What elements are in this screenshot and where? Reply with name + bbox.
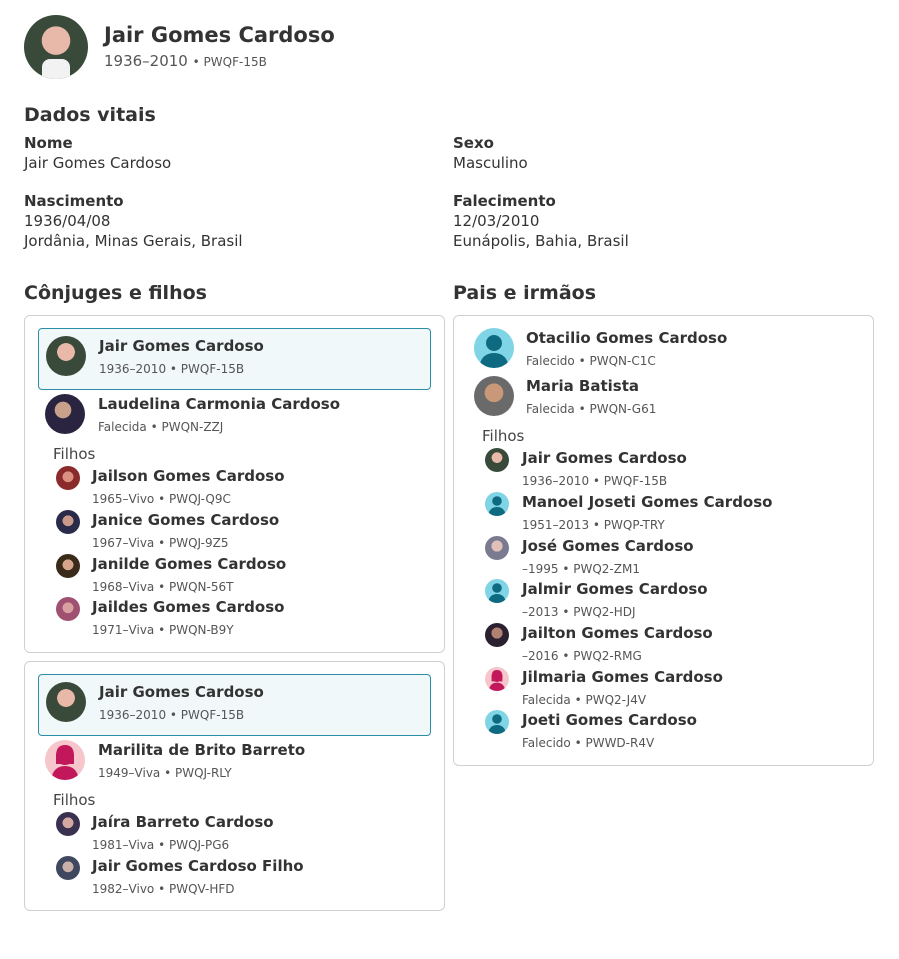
person-meta: 1951–2013 • PWQP-TRY	[522, 518, 665, 532]
avatar	[56, 812, 80, 836]
person-row[interactable]	[485, 536, 694, 577]
person-meta: Falecida • PWQN-G61	[526, 402, 657, 416]
person-meta: 1967–Viva • PWQJ-9Z5	[92, 536, 229, 550]
person-meta: 1971–Viva • PWQN-B9Y	[92, 623, 234, 637]
person-row[interactable]	[485, 579, 708, 620]
avatar	[56, 466, 80, 490]
person-meta: –2013 • PWQ2-HDJ	[522, 605, 636, 619]
person-name[interactable]: Jaíra Barreto Cardoso	[92, 813, 274, 831]
parents-card	[453, 315, 874, 766]
person-name[interactable]: Jair Gomes Cardoso	[99, 337, 264, 355]
person-row[interactable]	[485, 710, 697, 751]
person-row[interactable]	[56, 597, 284, 638]
vital-value: 12/03/2010	[453, 212, 540, 230]
person-row[interactable]	[485, 667, 723, 708]
person-name[interactable]: Jair Gomes Cardoso	[522, 449, 687, 467]
person-meta: 1981–Viva • PWQJ-PG6	[92, 838, 230, 852]
avatar	[46, 336, 86, 376]
person-row[interactable]	[56, 466, 285, 507]
person-meta: 1982–Vivo • PWQV-HFD	[92, 882, 235, 896]
person-summary: 1936–2010 • PWQF-15B	[104, 52, 267, 70]
lifespan: 1936–2010	[104, 52, 188, 70]
person-row[interactable]	[474, 328, 727, 369]
person-row[interactable]	[56, 554, 286, 595]
person-name[interactable]: Jair Gomes Cardoso Filho	[92, 857, 304, 875]
person-id: PWQF-15B	[203, 55, 267, 69]
avatar	[485, 448, 509, 472]
avatar	[56, 856, 80, 880]
family-card	[24, 315, 445, 653]
person-name[interactable]: Marilita de Brito Barreto	[98, 741, 306, 759]
avatar	[485, 536, 509, 560]
children-label: Filhos	[53, 791, 96, 809]
vital-label: Nome	[24, 134, 73, 152]
male-silhouette-icon	[485, 579, 509, 603]
person-name[interactable]: Janilde Gomes Cardoso	[92, 555, 287, 573]
vital-label: Nascimento	[24, 192, 124, 210]
person-header	[24, 15, 335, 79]
person-name[interactable]: Jaildes Gomes Cardoso	[92, 598, 285, 616]
person-meta: 1936–2010 • PWQF-15B	[99, 362, 245, 376]
avatar	[46, 682, 86, 722]
person-name[interactable]: José Gomes Cardoso	[522, 537, 694, 555]
children-label: Filhos	[482, 427, 525, 445]
person-name[interactable]: Jair Gomes Cardoso	[99, 683, 264, 701]
person-meta: Falecida • PWQN-ZZJ	[98, 420, 224, 434]
person-row[interactable]	[485, 492, 772, 533]
family-card	[24, 661, 445, 911]
parents-title: Pais e irmãos	[453, 282, 597, 304]
vital-birth	[24, 191, 243, 251]
person-name[interactable]: Joeti Gomes Cardoso	[522, 711, 697, 729]
vitals-title: Dados vitais	[24, 104, 156, 126]
person-row[interactable]	[56, 510, 279, 551]
person-row[interactable]	[46, 336, 264, 377]
page-title: Jair Gomes Cardoso	[104, 23, 335, 47]
person-row[interactable]	[56, 812, 274, 853]
person-meta: Falecido • PWWD-R4V	[522, 736, 655, 750]
person-meta: –1995 • PWQ2-ZM1	[522, 562, 640, 576]
vital-label: Sexo	[453, 134, 494, 152]
vital-name	[24, 133, 171, 173]
person-name[interactable]: Jilmaria Gomes Cardoso	[522, 668, 723, 686]
person-meta: 1936–2010 • PWQF-15B	[522, 474, 668, 488]
person-name[interactable]: Jailton Gomes Cardoso	[522, 624, 713, 642]
person-name[interactable]: Janice Gomes Cardoso	[92, 511, 280, 529]
avatar	[56, 597, 80, 621]
vital-value: 1936/04/08	[24, 212, 111, 230]
person-row[interactable]	[45, 394, 340, 435]
person-row[interactable]	[56, 856, 304, 897]
person-name[interactable]: Jalmir Gomes Cardoso	[522, 580, 708, 598]
male-silhouette-icon	[474, 328, 514, 368]
person-meta: –2016 • PWQ2-RMG	[522, 649, 642, 663]
vital-death	[453, 191, 629, 251]
avatar	[56, 554, 80, 578]
vital-value: Jordânia, Minas Gerais, Brasil	[24, 232, 243, 250]
vital-value: Eunápolis, Bahia, Brasil	[453, 232, 629, 250]
vital-value: Jair Gomes Cardoso	[24, 154, 172, 172]
children-label: Filhos	[53, 445, 96, 463]
vital-value: Masculino	[453, 154, 528, 172]
vital-label: Falecimento	[453, 192, 556, 210]
female-silhouette-icon	[485, 667, 509, 691]
person-meta: 1936–2010 • PWQF-15B	[99, 708, 245, 722]
person-meta: Falecida • PWQ2-J4V	[522, 693, 647, 707]
avatar	[56, 510, 80, 534]
avatar	[45, 394, 85, 434]
person-meta: 1965–Vivo • PWQJ-Q9C	[92, 492, 231, 506]
male-silhouette-icon	[485, 710, 509, 734]
vital-sex	[453, 133, 528, 173]
person-meta: 1949–Viva • PWQJ-RLY	[98, 766, 232, 780]
male-silhouette-icon	[485, 492, 509, 516]
avatar	[474, 376, 514, 416]
spouses-title: Cônjuges e filhos	[24, 282, 207, 304]
person-name[interactable]: Jailson Gomes Cardoso	[92, 467, 285, 485]
person-name[interactable]: Otacilio Gomes Cardoso	[526, 329, 728, 347]
avatar	[24, 15, 88, 79]
person-name[interactable]: Maria Batista	[526, 377, 640, 395]
person-row[interactable]	[485, 623, 713, 664]
person-meta: Falecido • PWQN-C1C	[526, 354, 656, 368]
person-row[interactable]	[45, 740, 305, 781]
person-meta: 1968–Viva • PWQN-56T	[92, 580, 234, 594]
person-row[interactable]	[46, 682, 264, 723]
person-row[interactable]	[485, 448, 687, 489]
person-name[interactable]: Laudelina Carmonia Cardoso	[98, 395, 341, 413]
person-name[interactable]: Manoel Joseti Gomes Cardoso	[522, 493, 773, 511]
female-silhouette-icon	[45, 740, 85, 780]
avatar	[485, 623, 509, 647]
person-row[interactable]	[474, 376, 656, 417]
